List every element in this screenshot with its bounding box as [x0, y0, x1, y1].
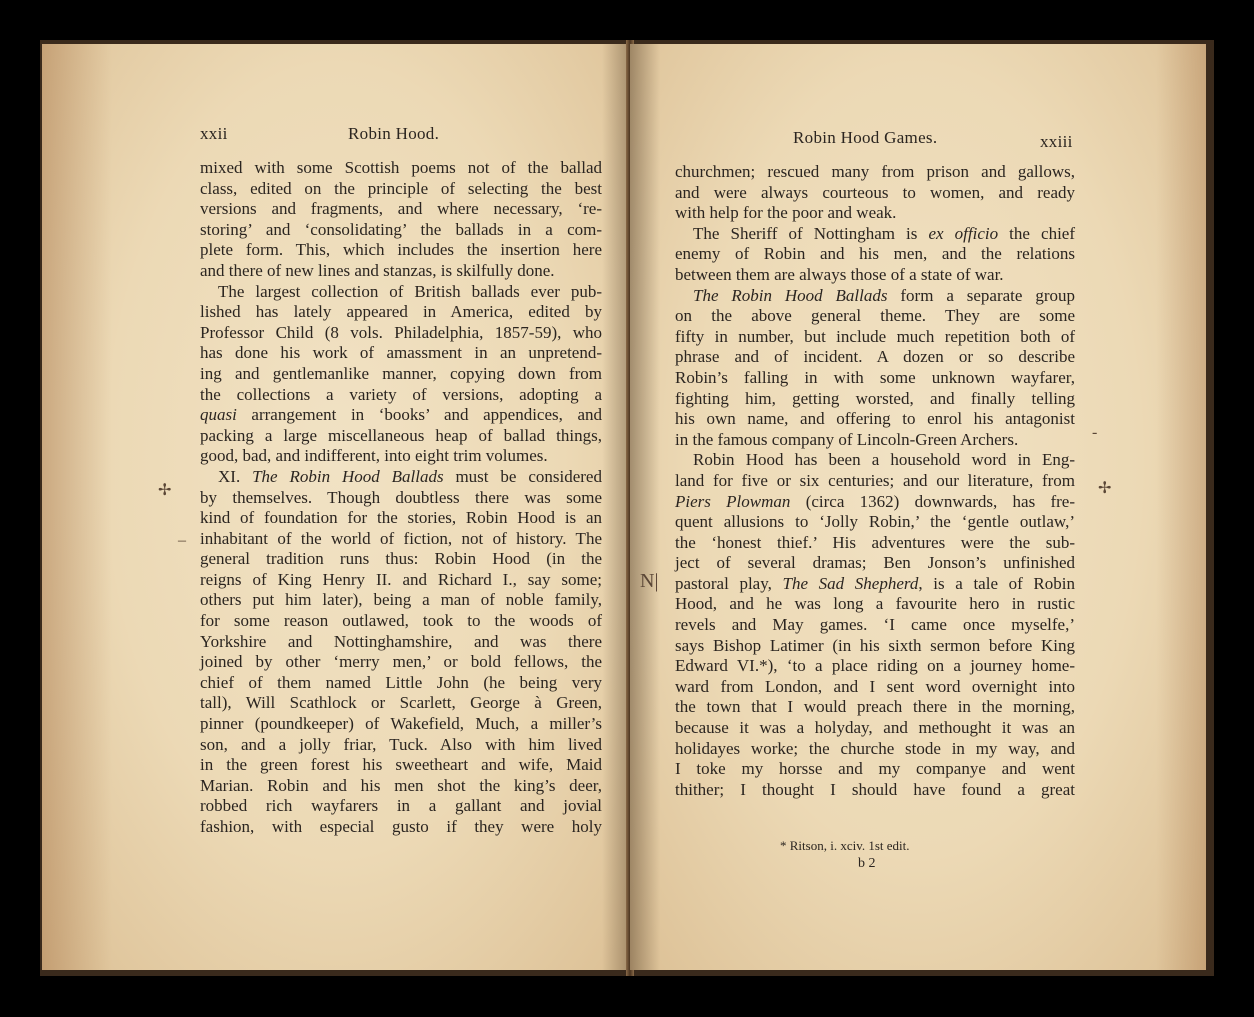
text-line: ing and gentlemanlike manner, copying down from — [200, 363, 602, 383]
text-line: between them are always those of a state of war. — [675, 264, 1004, 284]
left-page-text — [200, 158, 602, 838]
text-line: land for five or six centuries; and our literature, from — [675, 470, 1075, 490]
text-line: revels and May games. ‘I came once myselfe,’ — [675, 615, 1075, 635]
right-running-title: Robin Hood Games. — [793, 128, 938, 147]
pencil-mark: – — [178, 532, 186, 549]
text-line: The largest collection of British ballads ever pub- — [218, 281, 602, 301]
text-line: Edward VI.*), ‘to a place riding on a journey home- — [675, 656, 1075, 676]
text-line: ward from London, and I sent word overnight into — [675, 676, 1075, 696]
text-line: general tradition runs thus: Robin Hood (in the — [200, 549, 602, 569]
text-line: others put him later), being a man of noble family, — [200, 590, 602, 610]
text-line: mixed with some Scottish poems not of the ballad — [200, 158, 602, 177]
text-line: Marian. Robin and his men shot the king’s deer, — [200, 775, 602, 795]
text-line: with help for the poor and weak. — [675, 203, 897, 223]
text-line: pinner (poundkeeper) of Wakefield, Much, a miller’s — [200, 714, 602, 734]
pencil-mark: N| — [640, 570, 659, 592]
text-line: class, edited on the principle of selecting the best — [200, 178, 602, 198]
text-line: because it was a holyday, and methought it was an — [675, 718, 1075, 738]
text-line: phrase and of incident. A dozen or so describe — [675, 347, 1075, 367]
text-line: the collections a variety of versions, adopting a — [200, 384, 602, 404]
text-line: thither; I thought I should have found a great — [675, 779, 1075, 799]
text-line: fifty in number, but include much repetition both of — [675, 326, 1075, 346]
signature-mark: b 2 — [858, 856, 876, 871]
text-line: Yorkshire and Nottinghamshire, and was there — [200, 631, 602, 651]
text-line: plete form. This, which includes the insertion here — [200, 240, 602, 260]
text-line: storing’ and ‘consolidating’ the ballads in a com- — [200, 219, 602, 239]
text-line: quasi arrangement in ‘books’ and appendices, and — [200, 405, 602, 425]
text-line: XI. The Robin Hood Ballads must be considered — [218, 466, 602, 486]
text-line: Professor Child (8 vols. Philadelphia, 1857-59), who — [200, 322, 602, 342]
text-line: versions and fragments, and where necessary, ‘re- — [200, 199, 602, 219]
text-line: and were always courteous to women, and ready — [675, 182, 1075, 202]
text-line: Robin Hood has been a household word in Eng- — [693, 450, 1075, 470]
text-line: The Sheriff of Nottingham is ex officio the chief — [693, 223, 1076, 243]
text-line: has done his work of amassment in an unpretend- — [200, 343, 602, 363]
text-line: The Robin Hood Ballads form a separate group — [693, 285, 1075, 305]
right-page — [630, 44, 1206, 970]
text-line: in the famous company of Lincoln-Green Archers. — [675, 429, 1019, 449]
text-line: ject of several dramas; Ben Jonson’s unfinished — [675, 553, 1075, 573]
text-line: son, and a jolly friar, Tuck. Also with him lived — [200, 734, 602, 754]
text-line: on the above general theme. They are some — [675, 306, 1075, 326]
text-line: pastoral play, The Sad Shepherd, is a tale of Robin — [675, 573, 1075, 593]
text-line: Hood, and he was long a favourite hero in rustic — [675, 594, 1075, 614]
text-line: for some reason outlawed, took to the woods of — [200, 611, 602, 631]
text-line: chief of them named Little John (he being very — [200, 672, 602, 692]
text-line: holidayes worke; the churche stode in my way, and — [675, 738, 1075, 758]
text-line: churchmen; rescued many from prison and gallows, — [675, 162, 1075, 181]
open-book — [40, 40, 1214, 976]
text-line: Piers Plowman (circa 1362) downwards, has fre- — [675, 491, 1075, 511]
text-line: packing a large miscellaneous heap of ballad things, — [200, 425, 602, 445]
text-line: the town that I would preach there in the morning, — [675, 697, 1075, 717]
text-line: fighting him, getting worsted, and finally telling — [675, 388, 1075, 408]
text-line: quent allusions to ‘Jolly Robin,’ the ‘gentle outlaw,’ — [675, 512, 1075, 532]
text-line: says Bishop Latimer (in his sixth sermon before King — [675, 635, 1075, 655]
pencil-mark: ✢ — [158, 482, 172, 499]
text-line: his own name, and offering to enrol his antagonist — [675, 409, 1075, 429]
text-line: fashion, with especial gusto if they were holy — [200, 817, 602, 836]
text-line: the ‘honest thief.’ His adventures were the sub- — [675, 532, 1075, 552]
left-page — [42, 44, 630, 970]
text-line: inhabitant of the world of fiction, not of history. The — [200, 528, 602, 548]
text-line: Robin’s falling in with some unknown wayfarer, — [675, 367, 1075, 387]
right-page-text — [675, 162, 1075, 800]
text-line: in the green forest his sweetheart and wife, Maid — [200, 755, 602, 775]
text-line: joined by other ‘merry men,’ or bold fellows, the — [200, 652, 602, 672]
text-line: and there of new lines and stanzas, is skilfully done. — [200, 260, 555, 280]
text-line: lished has lately appeared in America, edited by — [200, 302, 602, 322]
text-line: robbed rich wayfarers in a gallant and jovial — [200, 796, 602, 816]
left-running-title: Robin Hood. — [348, 124, 440, 143]
footnote: * Ritson, i. xciv. 1st edit. — [780, 838, 910, 853]
pencil-mark: ‐ — [1092, 424, 1098, 441]
text-line: tall), Will Scathlock or Scarlett, George à Green, — [200, 693, 602, 713]
text-line: good, bad, and indifferent, into eight trim volumes. — [200, 446, 548, 466]
text-line: by themselves. Though doubtless there was some — [200, 487, 602, 507]
left-page-number: xxii — [200, 124, 228, 143]
text-line: enemy of Robin and his men, and the relations — [675, 244, 1075, 264]
text-line: I toke my horsse and my companye and went — [675, 759, 1075, 779]
right-page-number: xxiii — [1040, 132, 1073, 151]
text-line: kind of foundation for the stories, Robin Hood is an — [200, 508, 602, 528]
text-line: reigns of King Henry II. and Richard I., say some; — [200, 569, 602, 589]
pencil-mark: ✢ — [1098, 480, 1112, 497]
